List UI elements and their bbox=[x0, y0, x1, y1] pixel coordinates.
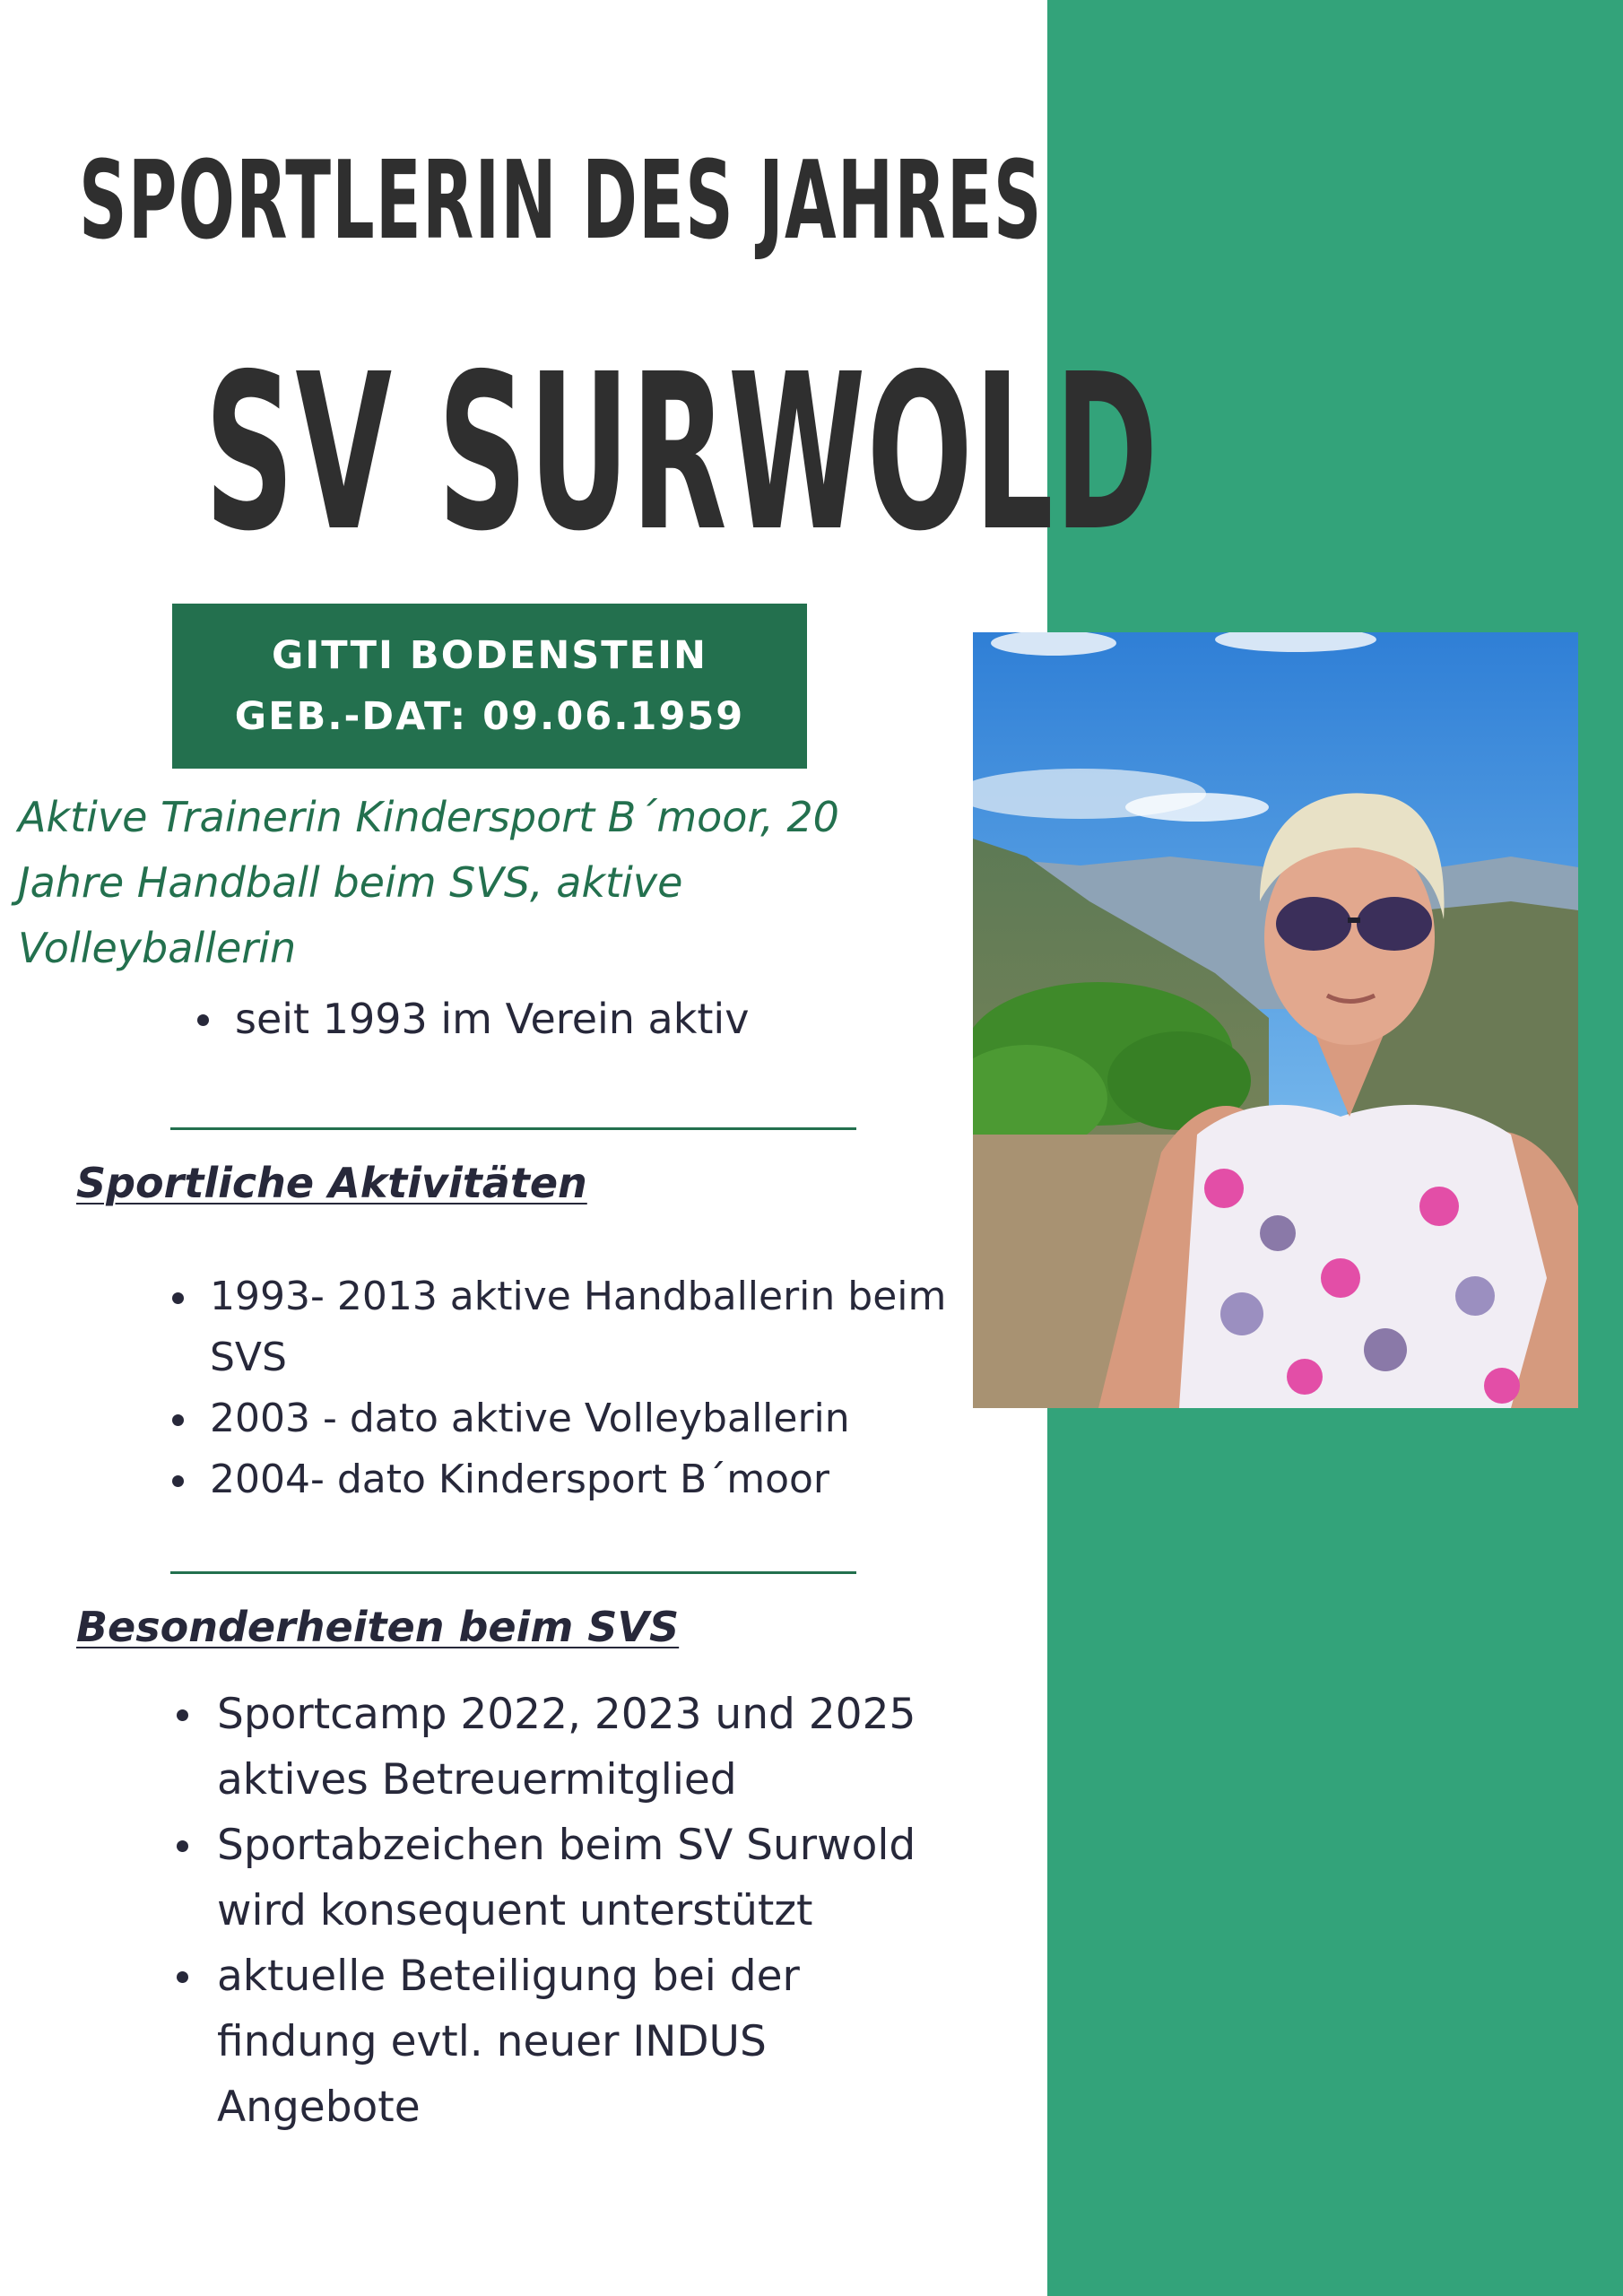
list-item: Sportabzeichen beim SV Surwold wird konsequent unterstützt bbox=[175, 1813, 964, 1944]
list-item: Sportcamp 2022, 2023 und 2025 aktives Betreuermitglied bbox=[175, 1682, 964, 1813]
heading-special-features: Besonderheiten beim SVS bbox=[76, 1603, 680, 1651]
name-banner bbox=[172, 604, 807, 769]
title-sportlerin-des-jahres: SPORTLERIN DES JAHRES bbox=[79, 139, 1043, 264]
divider bbox=[170, 1571, 856, 1574]
list-item: 2003 - dato aktive Volleyballerin bbox=[170, 1388, 977, 1449]
heading-sport-activities: Sportliche Aktivitäten bbox=[76, 1159, 587, 1207]
athlete-name: GITTI BODENSTEIN bbox=[272, 633, 707, 678]
divider bbox=[170, 1127, 856, 1130]
list-item: aktuelle Beteiligung bei der findung evtl. neuer INDUS Angebote bbox=[175, 1944, 964, 2140]
list-item: 2004- dato Kindersport B´moor bbox=[170, 1449, 977, 1510]
title-club-name: SV SURWOLD bbox=[204, 327, 1159, 578]
special-features-list bbox=[175, 1682, 964, 2140]
list-item: 1993- 2013 aktive Handballerin beim SVS bbox=[170, 1266, 977, 1388]
athlete-birthdate: GEB.-DAT: 09.06.1959 bbox=[234, 694, 745, 739]
membership-list bbox=[197, 987, 915, 1052]
athlete-photo bbox=[973, 632, 1578, 1408]
intro-text: Aktive Trainerin Kindersport B´moor, 20 Jahre Handball beim SVS, aktive Volleyballerin bbox=[18, 793, 839, 972]
list-item: seit 1993 im Verein aktiv bbox=[197, 987, 915, 1052]
athlete-photo-illustration bbox=[973, 632, 1578, 1408]
sport-activities-list bbox=[170, 1266, 977, 1510]
